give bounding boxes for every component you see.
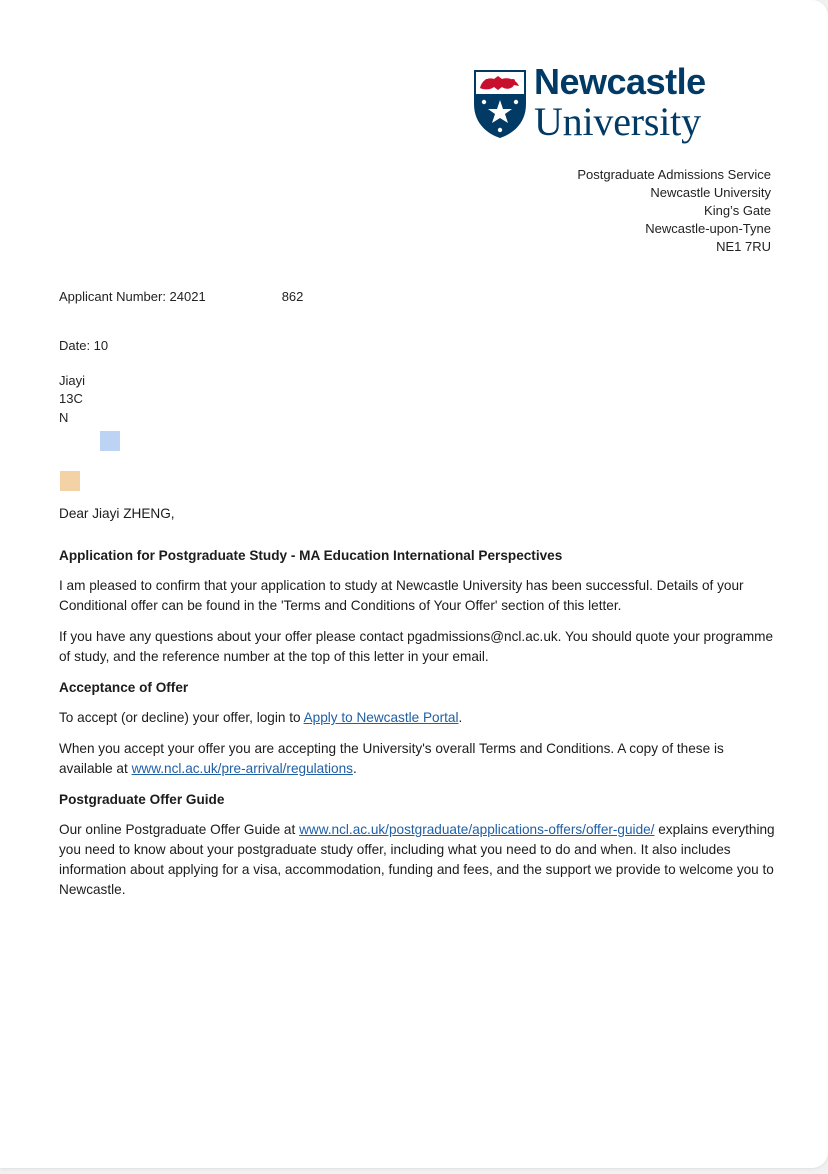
redaction-marker — [60, 471, 80, 491]
applicant-number-prefix: Applicant Number: 24021 — [59, 289, 206, 304]
sender-address — [577, 166, 771, 256]
salutation: Dear Jiayi ZHENG, — [59, 506, 175, 521]
terms-text: When you accept your offer you are accepting the University's overall Terms and Conditions. A copy of these is available at — [59, 741, 724, 776]
letter-body — [59, 504, 779, 911]
recipient-address-partial: N — [59, 410, 69, 425]
guide-text: Our online Postgraduate Offer Guide at — [59, 822, 300, 837]
terms-text-end: . — [352, 761, 357, 776]
paragraph-terms — [59, 739, 779, 779]
recipient-address-partial: 13C — [59, 391, 83, 406]
redaction-marker — [100, 431, 120, 451]
accept-text-end: . — [458, 710, 463, 725]
address-line: Newcastle University — [650, 185, 771, 200]
address-line: Postgraduate Admissions Service — [577, 167, 771, 182]
address-line: King’s Gate — [704, 203, 771, 218]
guide-text-end: explains everything you need to know about your postgraduate study offer, including what you need to do and when. It also includes information about applying for a visa, accommodation, funding and fees, and the support we provide to welcome you to Newcastle. — [59, 822, 775, 897]
accept-text: To accept (or decline) your offer, login to — [59, 710, 304, 725]
university-wordmark — [534, 62, 706, 142]
university-logo — [470, 61, 740, 146]
address-line: Newcastle-upon-Tyne — [645, 221, 771, 236]
regulations-link[interactable]: www.ncl.ac.uk/pre-arrival/regulations — [131, 761, 353, 776]
paragraph-guide — [59, 820, 779, 900]
address-line: NE1 7RU — [716, 239, 771, 254]
applicant-number-suffix: 862 — [281, 289, 304, 304]
section-heading-guide: Postgraduate Offer Guide — [59, 792, 225, 807]
apply-portal-link[interactable]: Apply to Newcastle Portal — [303, 710, 459, 725]
paragraph-contact: If you have any questions about your offer please contact pgadmissions@ncl.ac.uk. You should quote your programme of study, and the reference number at the top of this letter in your email. — [59, 629, 774, 664]
subject-line: Application for Postgraduate Study - MA Education International Perspectives — [59, 548, 563, 563]
wordmark-line1: Newcastle — [534, 61, 706, 102]
letter-date: Date: 10 — [59, 338, 109, 353]
applicant-number — [59, 289, 303, 304]
wordmark-line2: University — [534, 99, 701, 144]
university-crest-icon — [472, 68, 528, 140]
paragraph-accept — [59, 708, 779, 728]
paragraph-confirmation: I am pleased to confirm that your application to study at Newcastle University has been successful. Details of your Conditional offer can be found in the 'Terms and Conditions of Your Offer' section of this letter. — [59, 578, 744, 613]
offer-guide-link[interactable]: www.ncl.ac.uk/postgraduate/applications-offers/offer-guide/ — [299, 822, 655, 837]
recipient-name-partial: Jiayi — [59, 373, 86, 388]
section-heading-acceptance: Acceptance of Offer — [59, 680, 189, 695]
